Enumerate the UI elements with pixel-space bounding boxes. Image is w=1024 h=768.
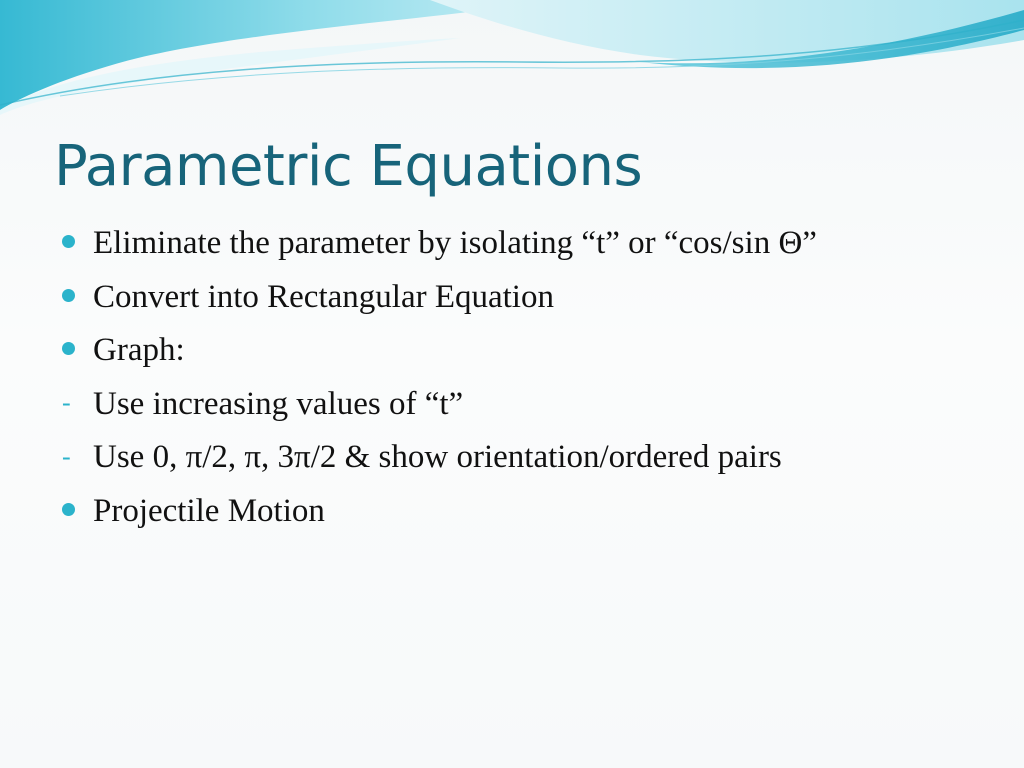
bullet-text: Eliminate the parameter by isolating “t” or “cos/sin Θ”	[93, 225, 817, 261]
wave-right-light	[430, 0, 1024, 63]
bullet-dot-icon	[60, 324, 93, 378]
bullet-list	[60, 217, 1000, 538]
dash-icon	[60, 378, 93, 432]
bullet-item	[60, 217, 1000, 271]
bullet-item	[60, 271, 1000, 325]
bullet-item	[60, 324, 1000, 378]
dash-marker: -	[62, 388, 71, 418]
slide-title: Parametric Equations	[54, 134, 643, 199]
bullet-dot-icon	[60, 485, 93, 539]
header-wave-decoration	[0, 0, 1024, 130]
dash-marker: -	[62, 441, 71, 471]
bullet-text: Graph:	[93, 332, 185, 368]
dash-icon	[60, 431, 93, 485]
bullet-item	[60, 485, 1000, 539]
bullet-dot-icon	[60, 271, 93, 325]
bullet-text: Convert into Rectangular Equation	[93, 278, 554, 315]
sub-bullet-item	[60, 378, 1000, 432]
sub-bullet-item	[60, 431, 1000, 485]
bullet-text: Use increasing values of “t”	[93, 385, 464, 422]
bullet-dot-icon	[60, 217, 93, 271]
bullet-text: Projectile Motion	[93, 492, 325, 529]
bullet-text: Use 0, π/2, π, 3π/2 & show orientation/ordered pairs	[93, 439, 782, 475]
